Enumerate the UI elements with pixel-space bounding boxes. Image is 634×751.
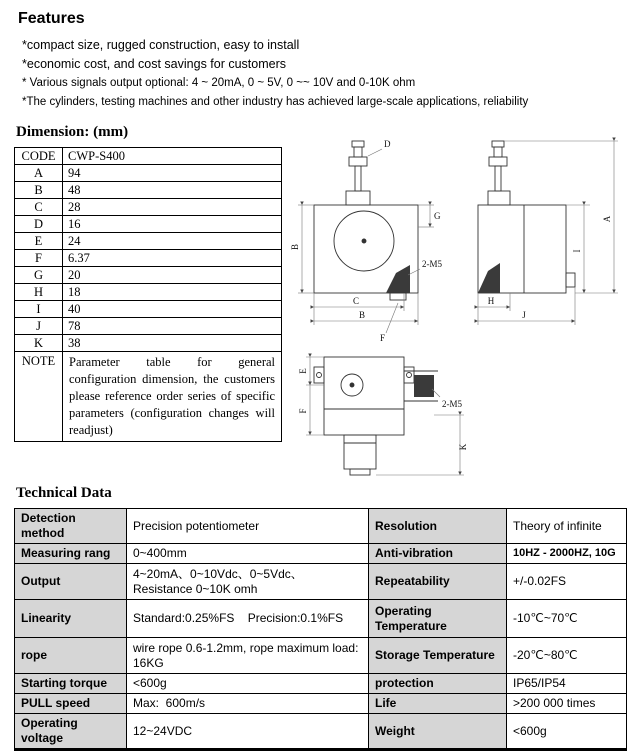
dim-row <box>15 233 282 250</box>
bottom-dim-lines <box>306 357 464 475</box>
dim-code-cell: I <box>15 301 63 318</box>
dim-note-label: NOTE <box>15 352 63 442</box>
dim-code-cell: K <box>15 335 63 352</box>
tech-value-cell: 10HZ - 2000HZ, 10G <box>507 544 627 564</box>
dim-label-front-c: C <box>352 296 360 306</box>
feature-item: * Various signals output optional: 4 ~ 20mA, 0 ~ 5V, 0 ~~ 10V and 0-10K ohm <box>22 77 416 89</box>
tech-label-cell: Detection method <box>15 509 127 544</box>
tech-label-cell: Anti-vibration <box>369 544 507 564</box>
dim-label-front-b: B <box>358 310 366 320</box>
dim-row <box>15 267 282 284</box>
dimension-section <box>10 139 624 471</box>
dim-value-cell: 48 <box>63 182 282 199</box>
features-section <box>10 37 624 110</box>
dim-label-side-i: I <box>572 249 582 253</box>
tech-value-cell: Precision potentiometer <box>127 509 369 544</box>
tech-row <box>15 638 627 674</box>
tech-value-cell: Standard:0.25%FS Precision:0.1%FS <box>127 600 369 638</box>
dim-header-model: CWP-S400 <box>63 148 282 165</box>
tech-label-cell: Storage Temperature <box>369 638 507 674</box>
dim-value-cell: 94 <box>63 165 282 182</box>
tech-value-cell: -10℃~70℃ <box>507 600 627 638</box>
tech-label-cell: Operating voltage <box>15 714 127 750</box>
tech-label-cell: Measuring rang <box>15 544 127 564</box>
dim-row <box>15 199 282 216</box>
dim-value-cell: 28 <box>63 199 282 216</box>
dim-note-text: Parameter table for general configuration dimension, the customers please reference order series of specific parameters (configuration changes will readjust) <box>63 352 282 442</box>
dim-row <box>15 301 282 318</box>
dim-header-code: CODE <box>15 148 63 165</box>
tech-label-cell: Linearity <box>15 600 127 638</box>
technical-table <box>14 508 627 751</box>
dim-row <box>15 182 282 199</box>
dim-label-side-h: H <box>487 296 495 306</box>
dim-note-row <box>15 352 282 442</box>
feature-item: *The cylinders, testing machines and other industry has achieved large-scale applications, reliability <box>22 96 529 108</box>
dim-code-cell: B <box>15 182 63 199</box>
side-view <box>478 141 575 293</box>
tech-value-cell: <600g <box>127 674 369 694</box>
tech-row <box>15 544 627 564</box>
dim-row <box>15 335 282 352</box>
dim-label-front-f: F <box>380 333 386 343</box>
tech-label-cell: Resolution <box>369 509 507 544</box>
dim-label-bottom-thread: 2-M5 <box>442 399 462 409</box>
tech-label-cell: PULL speed <box>15 694 127 714</box>
dim-row <box>15 216 282 233</box>
dim-code-cell: D <box>15 216 63 233</box>
front-view <box>314 141 418 300</box>
dim-code-cell: C <box>15 199 63 216</box>
dim-row <box>15 318 282 335</box>
feature-item: *economic cost, and cost savings for customers <box>22 57 287 71</box>
feature-item: *compact size, rugged construction, easy to install <box>22 38 300 52</box>
dim-code-cell: F <box>15 250 63 267</box>
tech-value-cell: >200 000 times <box>507 694 627 714</box>
dim-code-cell: H <box>15 284 63 301</box>
dim-value-cell: 18 <box>63 284 282 301</box>
dim-value-cell: 16 <box>63 216 282 233</box>
dim-row <box>15 284 282 301</box>
dim-label-front-left: B <box>290 243 300 251</box>
dim-value-cell: 20 <box>63 267 282 284</box>
tech-value-cell: 4~20mA、0~10Vdc、0~5Vdc、Resistance 0~10K omh <box>127 564 369 600</box>
dim-code-cell: E <box>15 233 63 250</box>
tech-value-cell: 12~24VDC <box>127 714 369 750</box>
bottom-view <box>314 357 438 475</box>
tech-row <box>15 600 627 638</box>
tech-value-cell: Theory of infinite <box>507 509 627 544</box>
dim-row <box>15 165 282 182</box>
dim-value-cell: 40 <box>63 301 282 318</box>
dimension-table <box>14 147 282 442</box>
tech-value-cell: +/-0.02FS <box>507 564 627 600</box>
technical-title: Technical Data <box>16 485 112 501</box>
dim-value-cell: 6.37 <box>63 250 282 267</box>
tech-label-cell: Life <box>369 694 507 714</box>
tech-label-cell: Operating Temperature <box>369 600 507 638</box>
tech-row <box>15 509 627 544</box>
dim-label-front-g: G <box>434 211 441 221</box>
dimension-drawing <box>286 135 626 480</box>
features-title: Features <box>18 10 85 27</box>
dim-code-cell: A <box>15 165 63 182</box>
dim-header-row <box>15 148 282 165</box>
tech-label-cell: Repeatability <box>369 564 507 600</box>
side-dim-lines <box>478 141 618 325</box>
tech-row <box>15 564 627 600</box>
dim-value-cell: 38 <box>63 335 282 352</box>
dim-label-side-j: J <box>522 310 526 320</box>
tech-row <box>15 714 627 750</box>
dim-row <box>15 250 282 267</box>
tech-label-cell: Output <box>15 564 127 600</box>
tech-value-cell: wire rope 0.6-1.2mm, rope maximum load: 16KG <box>127 638 369 674</box>
tech-label-cell: Starting torque <box>15 674 127 694</box>
tech-value-cell: -20℃~80℃ <box>507 638 627 674</box>
tech-row <box>15 674 627 694</box>
tech-row <box>15 694 627 714</box>
tech-label-cell: Weight <box>369 714 507 750</box>
dim-label-bottom-f: F <box>298 408 308 414</box>
dim-value-cell: 24 <box>63 233 282 250</box>
tech-label-cell: rope <box>15 638 127 674</box>
dim-code-cell: G <box>15 267 63 284</box>
tech-value-cell: IP65/IP54 <box>507 674 627 694</box>
dim-label-front-d: D <box>384 139 391 149</box>
tech-label-cell: protection <box>369 674 507 694</box>
tech-value-cell: 0~400mm <box>127 544 369 564</box>
dimension-title: Dimension: (mm) <box>16 124 129 140</box>
tech-value-cell: <600g <box>507 714 627 750</box>
dim-value-cell: 78 <box>63 318 282 335</box>
dim-label-side-a: A <box>602 215 612 223</box>
dim-label-bottom-e: E <box>298 368 308 374</box>
tech-value-cell: Max: 600m/s <box>127 694 369 714</box>
dim-label-front-thread: 2-M5 <box>422 259 442 269</box>
dim-code-cell: J <box>15 318 63 335</box>
dim-label-bottom-k: K <box>458 443 468 451</box>
